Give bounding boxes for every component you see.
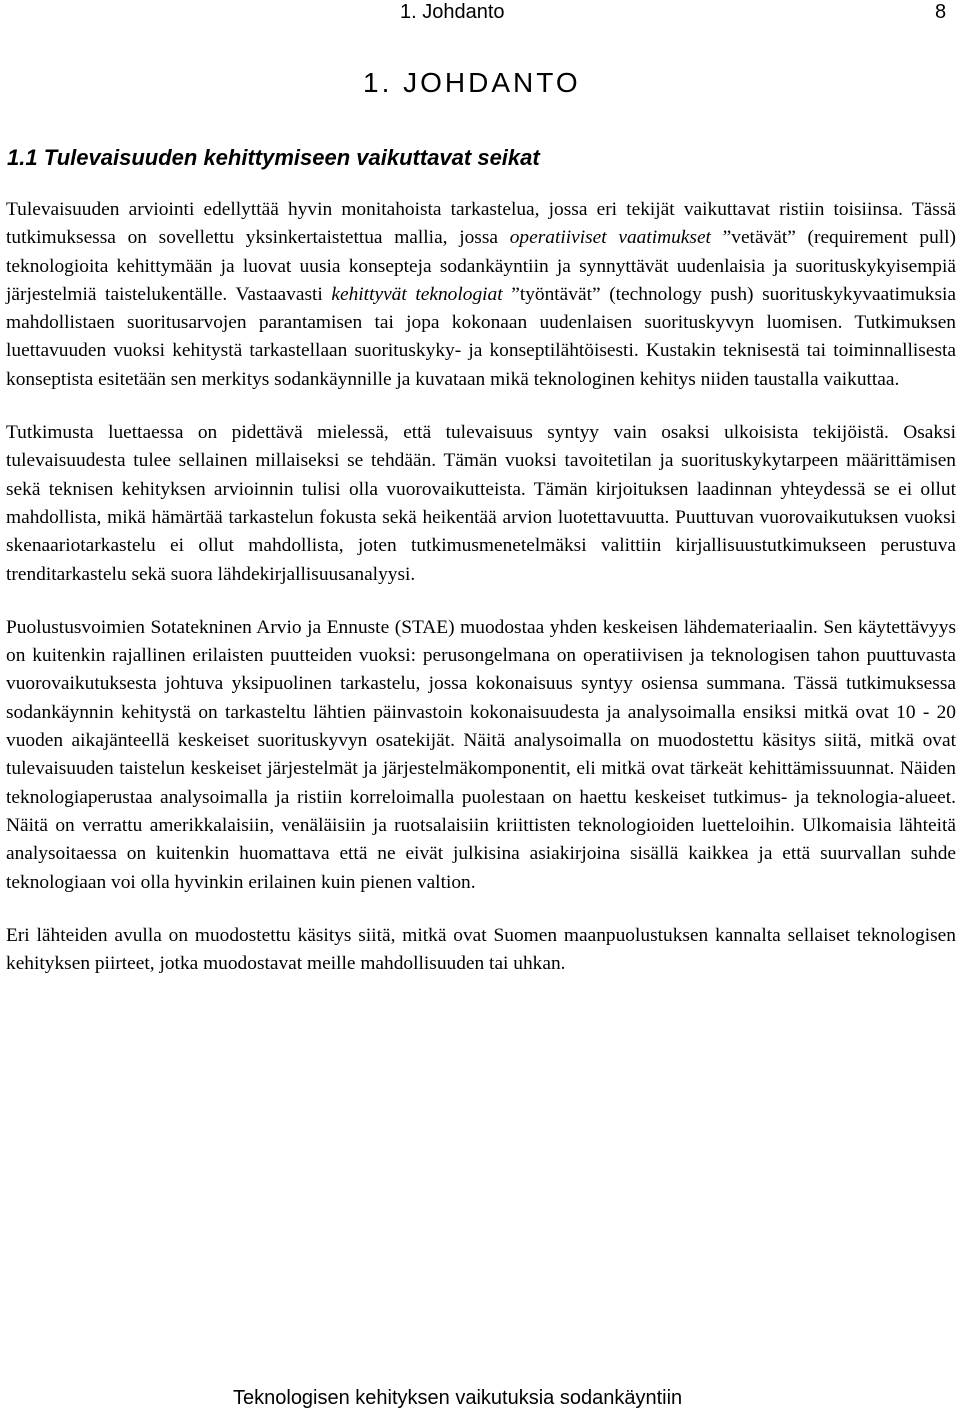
section-title: 1.1 Tulevaisuuden kehittymiseen vaikuttavat seikat <box>7 145 540 170</box>
paragraph-2: Tutkimusta luettaessa on pidettävä mielessä, että tulevaisuus syntyy vain osaksi ulkoisista tekijöistä. Osaksi tulevaisuudesta tulee sellainen millaiseksi se tehdään. Tämän vuoksi tavoitetilan ja suorituskykytarpeen määrittämisen sekä teknisen kehityksen arvioinnin tulisi olla vuorovaikutteista. Tämän kirjoituksen laadinnan yhteydessä se ei ollut mahdollista, mikä hämärtää tarkastelun fokusta sekä heikentää arvion luotettavuutta. Puuttuvan vuorovaikutuksen vuoksi skenaariotarkastelu ei ollut mahdollista, joten tutkimusmenetelmäksi valittiin kirjallisuustutkimukseen perustuva trenditarkastelu sekä suora lähdekirjallisuusanalyysi. <box>6 422 956 585</box>
paragraph-1-text-a: Tulevaisuuden arviointi edellyttää hyvin monitahoista tarkastelua, jossa eri tekijät vaikuttavat ristiin toisiinsa. Tässä tutkimuksessa on sovellettu yksinkertaistettua mallia, jossa <box>6 199 956 249</box>
running-footer: Teknologisen kehityksen vaikutuksia sodankäyntiin <box>233 1387 683 1409</box>
running-header <box>400 0 947 24</box>
page-number: 8 <box>935 1 947 23</box>
paragraph-1-emphasis-b: kehittyvät teknologiat <box>331 283 503 305</box>
paragraph-1-emphasis-a: operatiiviset vaatimukset <box>509 227 711 249</box>
paragraph-3: Puolustusvoimien Sotatekninen Arvio ja Ennuste (STAE) muodostaa yhden keskeisen lähdemateriaalin. Sen käytettävyys on kuitenkin rajallinen erilaisten puutteiden vuoksi: perusongelmana on operatiivisen ja teknologisen tahon puuttuvasta vuorovaikutuksesta johtuva yksipuolinen tarkastelu, jossa kokonaisuus syntyy osiensa summana. Tässä tutkimuksessa sodankäynnin kehitystä on tarkasteltu lähtien päinvastoin kokonaisuudesta ja analysoimalla ensiksi mitkä ovat 10 - 20 vuoden aikajänteellä keskeiset suorituskyvyn osatekijät. Näitä analysoimalla on muodostettu käsitys siitä, mitkä ovat tulevaisuuden taistelun keskeiset järjestelmät ja järjestelmäkomponentit, eli mitkä ovat tärkeät kehittämissuunnat. Näiden teknologiaperustaa analysoimalla ja ristiin korreloimalla puolestaan on haettu keskeiset tutkimus- ja teknologia-alueet. Näitä on verrattu amerikkalaisiin, venäläisiin ja ruotsalaisiin kriittisten teknologioiden luetteloihin. Ulkomaisia lähteitä analysoitaessa on kuitenkin huomattava että ne eivät julkisina asiakirjoina sisällä kaikkea ja että suurvallan suhde teknologiaan voi olla hyvinkin erilainen kuin pienen valtion. <box>6 616 956 893</box>
paragraph-1-text-c: ”työntävät” (technology push) suorituskykyvaatimuksia mahdollistaen suoritusarvojen parantamisen tai jopa kokonaan uudenlaisen suorituskyvyn luomisen. Tutkimuksen luettavuuden vuoksi kehitystä tarkastellaan suorituskyky- ja konseptilähtöisesti. Kustakin teknisestä tai toiminnallisesta konseptista esitetään sen merkitys sodankäynnille ja kuvataan mikä teknologinen kehitys niiden taustalla vaikuttaa. <box>6 283 957 390</box>
paragraph-4: Eri lähteiden avulla on muodostettu käsitys siitä, mitkä ovat Suomen maanpuolustuksen kannalta sellaiset teknologisen kehityksen piirteet, jotka muodostavat meille mahdollisuuden tai uhkan. <box>6 924 956 975</box>
paragraph-1 <box>6 196 956 394</box>
body-text <box>6 196 956 1003</box>
header-chapter-label: 1. Johdanto <box>400 1 505 23</box>
paragraph-1-text-b: ”vetävät” (requirement pull) teknologioita kehittymään ja luovat uusia konsepteja sodankäyntiin ja synnyttävät uudenlaisia ja suorituskykyisempiä järjestelmiä taistelukentälle. Vastaavasti <box>6 227 956 305</box>
chapter-title: 1. JOHDANTO <box>363 67 581 98</box>
